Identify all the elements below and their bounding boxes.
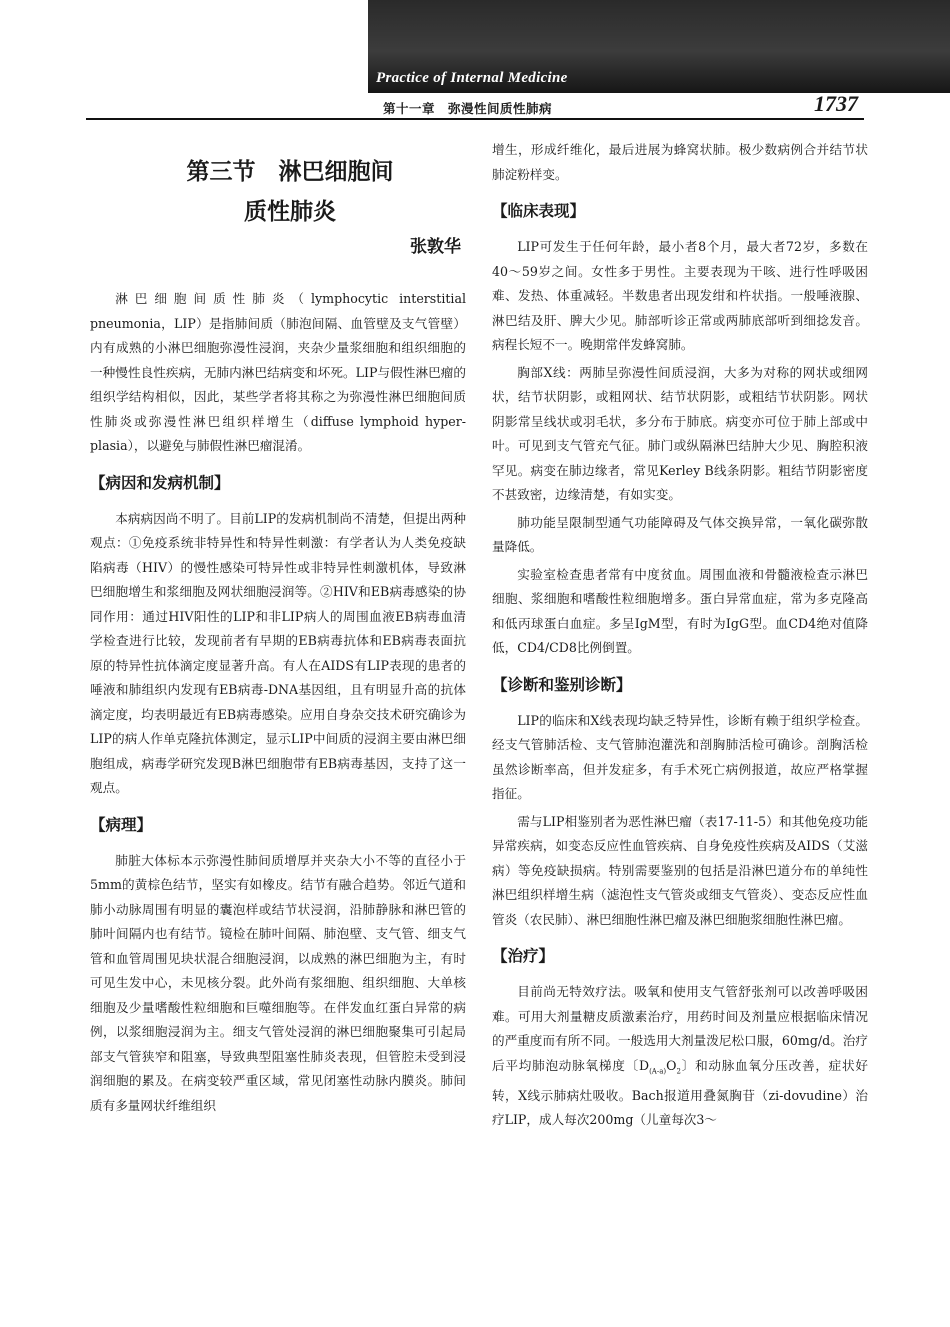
- xray-paragraph: 胸部X线：两肺呈弥漫性间质浸润，大多为对称的网状或细网状，结节状阴影，或粗网状、结节状阴影，或粗结节状阴影。网状阴影常呈线状或羽毛状，多分布于肺底。病变亦可位于肺上部或中叶。可见到支气管充气征。肺门或纵隔淋巴结肿大少见、胸腔积液罕见。病变在肺边缘者，常见Kerley B线条阴影。粗结节阴影密度不甚致密，边缘清楚，有如实变。: [492, 364, 868, 502]
- diagnosis-paragraph: LIP的临床和X线表现均缺乏特异性，诊断有赖于组织学检查。经支气管肺活检、支气管肺泡灌洗和剖胸肺活检可确诊。剖胸活检虽然诊断率高，但并发症多，有手术死亡病例报道，故应严格掌握指征。: [492, 712, 868, 801]
- author: 张敦华: [410, 237, 461, 257]
- right-column: [492, 138, 868, 1136]
- diagnosis-heading: 【诊断和鉴别诊断】: [492, 675, 632, 694]
- clinical-heading: 【临床表现】: [492, 202, 586, 220]
- intro-paragraph: 淋巴细胞间质性肺炎（lymphocytic interstitial pneumonia，LIP）是指肺间质（肺泡间隔、血管壁及支气管壁）内有成熟的小淋巴细胞弥漫性浸润，夹杂少量浆细胞和组织细胞的一种慢性良性疾病，无肺内淋巴结病变和坏死。LIP与假性淋巴瘤的组织学结构相似，因此，某些学者将其称之为弥漫性淋巴细胞间质性肺炎或弥漫性淋巴组织样增生（diffuse lymphoid hyper-plasia），以避免与肺假性淋巴瘤混淆。: [90, 291, 466, 453]
- treatment-subscript-2: 2: [676, 1067, 681, 1076]
- lab-paragraph: 实验室检查患者常有中度贫血。周围血液和骨髓液检查示淋巴细胞、浆细胞和嗜酸性粒细胞增多。蛋白异常血症，常为多克隆高和低丙球蛋白血症。多呈IgM型，有时为IgG型。血CD4绝对值降低，CD4/CD8比例倒置。: [492, 566, 868, 655]
- header-rule: [86, 118, 864, 120]
- treatment-text-c: 〕和动脉血氧分压改善，症状好转，X线示肺病灶吸收。Bach报道用叠氮胸苷（zi-dovudine）治疗LIP，成人每次200mg（儿童每次3～: [492, 1057, 868, 1128]
- etiology-paragraph: 本病病因尚不明了。目前LIP的发病机制尚不清楚，但提出两种观点：①免疫系统非特异性和特异性刺激：有学者认为人类免疫缺陷病毒（HIV）的慢性感染可特异性或非特异性刺激机体，导致淋巴细胞增生和浆细胞及网状细胞浸润等。②HIV和EB病毒感染的协同作用：通过HIV阳性的LIP和非LIP病人的周围血液EB病毒血清学检查进行比较，发现前者有早期的EB病毒抗体和EB病毒表面抗原的特异性抗体滴定度显著升高。有人在AIDS有LIP表现的患者的唾液和肺组织内发现有EB病毒-DNA基因组，且有明显升高的抗体滴定度，均表明最近有EB病毒感染。应用自身杂交技术研究确诊为LIP的病人作单克隆抗体测定，显示LIP中间质的浸润主要由淋巴细胞组成，病毒学研究发现B淋巴细胞带有EB病毒基因，支持了这一观点。: [90, 510, 466, 795]
- section-title-line-1: 第三节 淋巴细胞间: [186, 159, 394, 185]
- treatment-paragraph: [492, 980, 868, 1133]
- lung-function-paragraph: 肺功能呈限制型通气功能障碍及气体交换异常，一氧化碳弥散量降低。: [492, 514, 868, 554]
- etiology-heading: 【病因和发病机制】: [90, 473, 230, 492]
- pathology-continued: 增生，形成纤维化，最后进展为蜂窝状肺。极少数病例合并结节状肺淀粉样变。: [492, 142, 868, 182]
- section-title: [150, 152, 430, 232]
- left-column: [90, 287, 466, 1121]
- treatment-text-a: 目前尚无特效疗法。吸氧和使用支气管舒张剂可以改善呼吸困难。可用大剂量糖皮质激素治疗，用药时间及剂量应根据临床情况的严重度而有所不同。一般选用大剂量泼尼松口服，60mg/d。治疗后平均肺泡动脉氧梯度〔D: [492, 984, 868, 1073]
- page-number: 1737: [814, 91, 858, 116]
- section-title-line-2: 质性肺炎: [244, 199, 336, 225]
- treatment-text-b: O: [666, 1057, 677, 1073]
- pathology-heading: 【病理】: [90, 815, 153, 834]
- chapter-title: 第十一章 弥漫性间质性肺病: [383, 101, 553, 116]
- clinical-paragraph: LIP可发生于任何年龄，最小者8个月，最大者72岁，多数在40～59岁之间。女性多于男性。主要表现为干咳、进行性呼吸困难、发热、体重减轻。半数患者出现发绀和杵状指。一般唾液腺、淋巴结及肝、脾大少见。肺部听诊正常或两肺底部听到细捻发音。病程长短不一。晚期常伴发蜂窝肺。: [492, 239, 868, 352]
- differential-paragraph: 需与LIP相鉴别者为恶性淋巴瘤（表17-11-5）和其他免疫功能异常疾病，如变态反应性血管疾病、自身免疫性疾病及AIDS（艾滋病）等免疫缺损病。特别需要鉴别的包括是沿淋巴道分布的单纯性淋巴组织样增生病（滤泡性支气管炎或细支气管炎）、变态反应性血管炎（农民肺）、淋巴细胞性淋巴瘤及淋巴细胞浆细胞性淋巴瘤。: [492, 813, 868, 927]
- journal-title: Practice of Internal Medicine: [376, 70, 568, 86]
- treatment-heading: 【治疗】: [492, 947, 555, 965]
- treatment-subscript-aa: (A-a): [649, 1067, 667, 1076]
- pathology-paragraph: 肺脏大体标本示弥漫性肺间质增厚并夹杂大小不等的直径小于5mm的黄棕色结节，坚实有如橡皮。结节有融合趋势。邻近气道和肺小动脉周围有明显的囊泡样或结节状浸润，沿肺静脉和淋巴管的肺叶间隔内也有结节。镜检在肺叶间隔、肺泡壁、支气管、细支气管和血管周围见块状混合细胞浸润，以成熟的淋巴细胞为主，有时可见生发中心，未见核分裂。此外尚有浆细胞、组织细胞、大单核细胞及少量嗜酸性粒细胞和巨噬细胞等。在伴发血红蛋白异常的病例，以浆细胞浸润为主。细支气管处浸润的淋巴细胞聚集可引起局部支气管狭窄和阻塞，导致典型阻塞性肺炎表现，但管腔未受到浸润细胞的累及。在病变较严重区域，常见闭塞性动脉内膜炎。肺间质有多量网状纤维组织: [90, 852, 466, 1113]
